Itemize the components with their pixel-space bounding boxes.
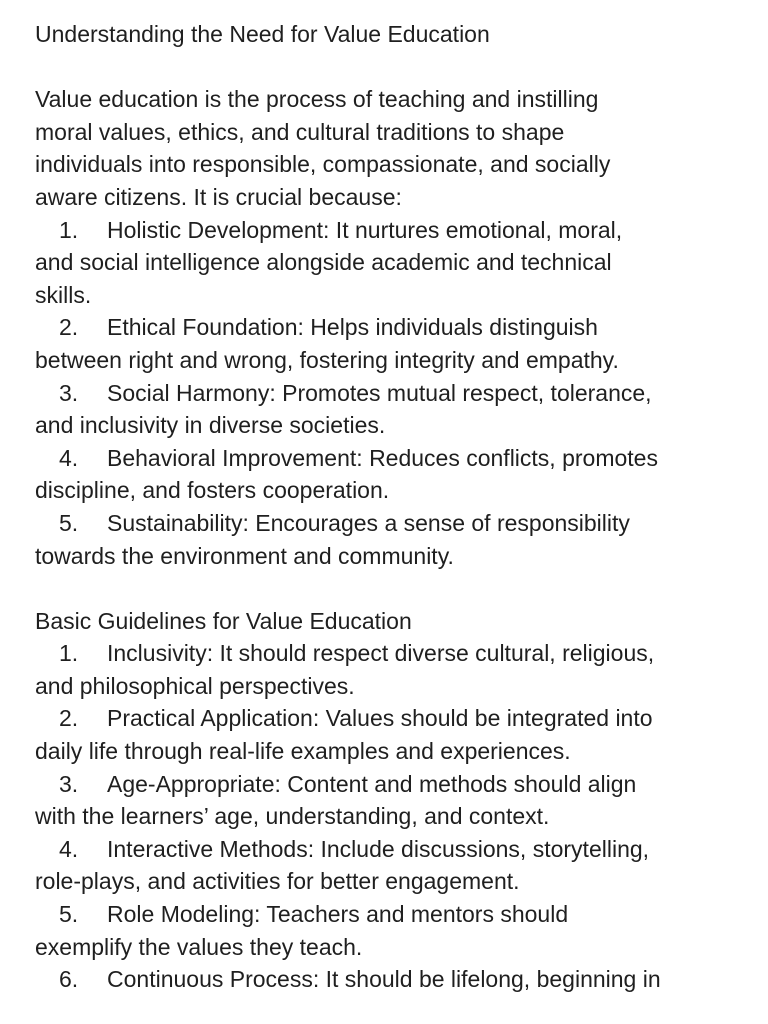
list-item-text: Practical Application: Values should be integrated into [107,705,653,732]
list-item [35,377,738,442]
list-item-text: Ethical Foundation: Helps individuals distinguish [107,314,598,341]
section-basic-guidelines [35,605,738,996]
list-item-continuation: daily life through real-life examples and experiences. [35,738,571,765]
intro-paragraph [35,83,738,213]
list-item [35,637,738,702]
paragraph-line: Value education is the process of teaching and instilling [35,86,599,113]
list-item-continuation: and social intelligence alongside academic and technical [35,249,612,276]
list-item-continuation: and philosophical perspectives. [35,672,355,699]
section-need-for-value-education [35,18,738,572]
list-number: 1. [59,640,79,667]
list-number: 3. [59,379,79,406]
list-number: 2. [59,705,79,732]
list-item-text: Inclusivity: It should respect diverse cultural, religious, [107,640,655,667]
list-item [35,507,738,572]
list-item [35,898,738,963]
list-item [35,702,738,767]
list-item-text: Age-Appropriate: Content and methods should align [107,770,637,797]
list-item-continuation: exemplify the values they teach. [35,933,363,960]
list-item-text: Sustainability: Encourages a sense of responsibility [107,509,630,536]
list-number: 4. [59,835,79,862]
list-item-continuation: discipline, and fosters cooperation. [35,477,390,504]
list-item-text: Holistic Development: It nurtures emotional, moral, [107,216,623,243]
paragraph-gap [35,572,738,605]
list-item-text: Continuous Process: It should be lifelong, beginning in [107,966,661,993]
list-number: 5. [59,509,79,536]
list-number: 4. [59,444,79,471]
list-item-text: Behavioral Improvement: Reduces conflicts, promotes [107,444,658,471]
list-number: 3. [59,770,79,797]
list-item-continuation: skills. [35,281,92,308]
list-item-continuation: role-plays, and activities for better engagement. [35,868,520,895]
list-number: 6. [59,966,79,993]
list-item [35,768,738,833]
paragraph-gap [35,51,738,84]
list-number: 1. [59,216,79,243]
paragraph-line: individuals into responsible, compassionate, and socially [35,151,611,178]
list-item [35,963,738,996]
list-item [35,311,738,376]
section-heading: Understanding the Need for Value Education [35,21,490,47]
list-item [35,214,738,312]
list-item [35,833,738,898]
list-item-continuation: and inclusivity in diverse societies. [35,412,386,439]
list-item-continuation: towards the environment and community. [35,542,454,569]
numbered-list [35,214,738,573]
list-item-continuation: with the learners’ age, understanding, and context. [35,803,550,830]
list-item-text: Interactive Methods: Include discussions, storytelling, [107,835,650,862]
list-item-text: Role Modeling: Teachers and mentors should [107,901,569,928]
numbered-list [35,637,738,996]
list-item [35,442,738,507]
paragraph-line: aware citizens. It is crucial because: [35,183,402,210]
paragraph-line: moral values, ethics, and cultural traditions to shape [35,118,565,145]
list-item-text: Social Harmony: Promotes mutual respect, tolerance, [107,379,652,406]
section-heading: Basic Guidelines for Value Education [35,607,412,634]
list-number: 5. [59,901,79,928]
list-item-continuation: between right and wrong, fostering integrity and empathy. [35,346,619,373]
list-number: 2. [59,314,79,341]
